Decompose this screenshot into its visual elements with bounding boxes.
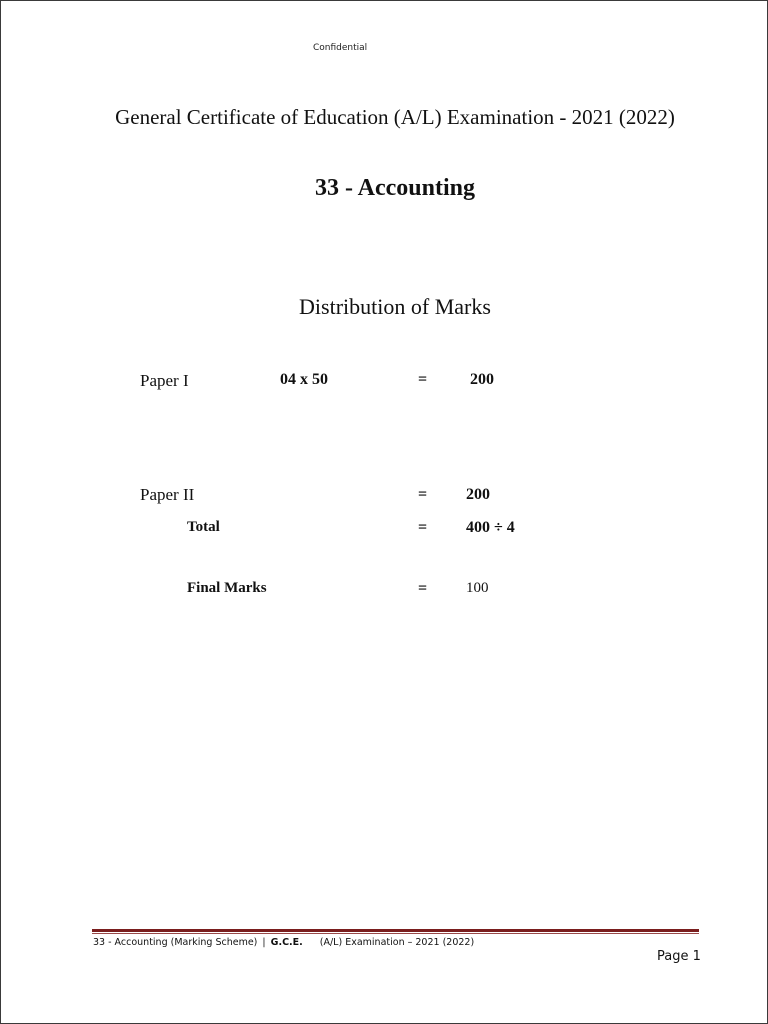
- paper1-calculation: 04 x 50: [280, 371, 328, 388]
- final-marks-value: 100: [466, 580, 489, 596]
- total-label: Total: [187, 519, 220, 535]
- footer-rule-thin: [92, 933, 699, 934]
- subject-title: 33 - Accounting: [314, 175, 475, 201]
- paper1-value: 200: [470, 371, 494, 388]
- total-equals: =: [418, 519, 428, 536]
- footer-gce: G.C.E.: [270, 937, 303, 948]
- paper2-label: Paper II: [140, 485, 195, 504]
- page-number: Page 1: [657, 949, 701, 964]
- final-marks-label: Final Marks: [187, 580, 267, 596]
- footer-text: [93, 937, 474, 948]
- exam-title: General Certificate of Education (A/L) Examination - 2021 (2022): [115, 105, 675, 129]
- paper1-label: Paper I: [140, 371, 189, 390]
- final-marks-equals: =: [418, 580, 428, 597]
- total-value: 400 ÷ 4: [466, 519, 515, 536]
- paper2-value: 200: [466, 486, 490, 503]
- section-heading: Distribution of Marks: [299, 294, 491, 319]
- paper1-equals: =: [418, 371, 428, 388]
- footer-separator: |: [262, 937, 266, 948]
- footer-rule: [92, 929, 699, 932]
- footer-subject: 33 - Accounting (Marking Scheme): [93, 937, 258, 948]
- confidential-label: Confidential: [313, 43, 368, 53]
- paper2-equals: =: [418, 486, 428, 503]
- footer-exam: (A/L) Examination – 2021 (2022): [319, 937, 475, 948]
